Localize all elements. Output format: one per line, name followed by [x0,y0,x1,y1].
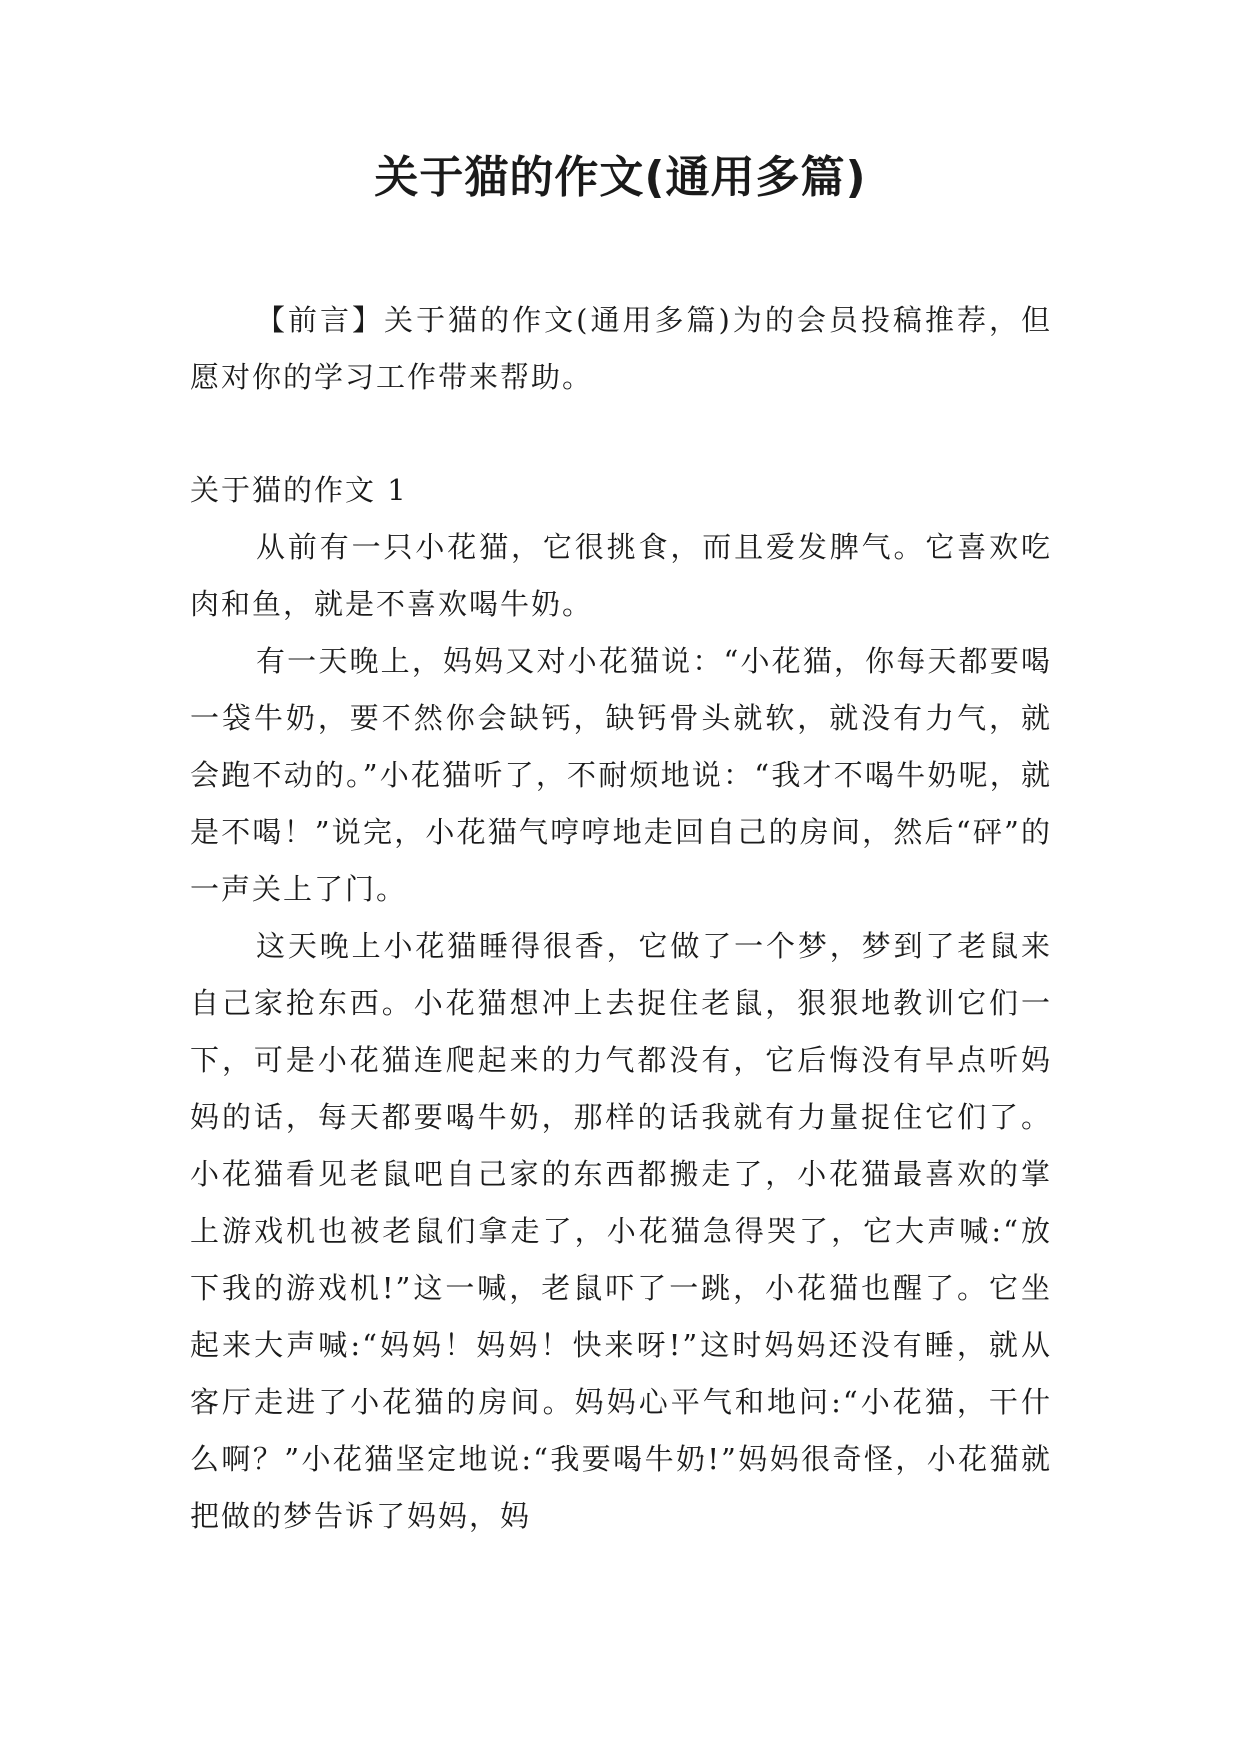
preface-paragraph: 【前言】关于猫的作文(通用多篇)为的会员投稿推荐，但愿对你的学习工作带来帮助。 [190,303,1052,394]
document-title: 关于猫的作文(通用多篇) [374,152,867,203]
body-paragraph-2: 有一天晚上，妈妈又对小花猫说：“小花猫，你每天都要喝一袋牛奶，要不然你会缺钙，缺钙骨头就软，就没有力气，就会跑不动的。”小花猫听了，不耐烦地说：“我才不喝牛奶呢，就是不喝！”说完，小花猫气哼哼地走回自己的房间，然后“砰”的一声关上了门。 [190,644,1052,906]
section-heading: 关于猫的作文 1 [190,473,408,507]
body-paragraph-3: 这天晚上小花猫睡得很香，它做了一个梦，梦到了老鼠来自己家抢东西。小花猫想冲上去捉住老鼠，狠狠地教训它们一下，可是小花猫连爬起来的力气都没有，它后悔没有早点听妈妈的话，每天都要喝牛奶，那样的话我就有力量捉住它们了。小花猫看见老鼠吧自己家的东西都搬走了，小花猫最喜欢的掌上游戏机也被老鼠们拿走了，小花猫急得哭了，它大声喊:“放下我的游戏机!”这一喊，老鼠吓了一跳，小花猫也醒了。它坐起来大声喊:“妈妈！妈妈！快来呀!”这时妈妈还没有睡，就从客厅走进了小花猫的房间。妈妈心平气和地问:“小花猫，干什么啊？”小花猫坚定地说:“我要喝牛奶!”妈妈很奇怪，小花猫就把做的梦告诉了妈妈，妈 [190,929,1052,1533]
body-paragraph-1: 从前有一只小花猫，它很挑食，而且爱发脾气。它喜欢吃肉和鱼，就是不喜欢喝牛奶。 [190,530,1052,621]
